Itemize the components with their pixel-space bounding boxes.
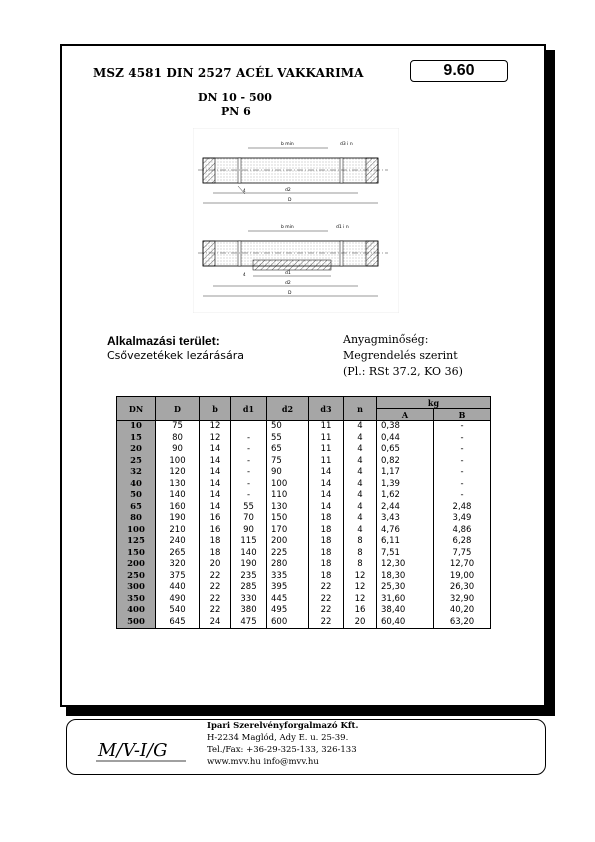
table-cell: 65 <box>267 444 309 456</box>
table-cell: 4 <box>344 421 377 433</box>
table-cell: 90 <box>231 525 267 537</box>
col-header-kg: kg <box>377 397 491 409</box>
table-cell: 380 <box>231 605 267 617</box>
table-cell: 2,48 <box>434 502 491 514</box>
table-cell: 140 <box>156 490 200 502</box>
table-cell: 330 <box>231 594 267 606</box>
table-cell: 7,51 <box>377 548 434 560</box>
table-cell: 375 <box>156 571 200 583</box>
table-cell: 210 <box>156 525 200 537</box>
table-cell: 50 <box>267 421 309 433</box>
table-cell: 18 <box>309 548 344 560</box>
table-cell: 600 <box>267 617 309 629</box>
footer-company: Ipari Szerelvényforgalmazó Kft. <box>207 721 359 731</box>
cell-dn: 350 <box>117 594 156 606</box>
table-cell: 4 <box>344 525 377 537</box>
table-cell: 18 <box>200 548 231 560</box>
table-cell: 75 <box>267 456 309 468</box>
footer-rule <box>68 714 543 716</box>
table-cell: 190 <box>231 559 267 571</box>
table-cell: 24 <box>200 617 231 629</box>
table-cell: 4 <box>344 433 377 445</box>
table-cell: 4,86 <box>434 525 491 537</box>
table-cell: 190 <box>156 513 200 525</box>
angle-label-bottom: 4 <box>243 272 246 277</box>
table-cell: 4 <box>344 502 377 514</box>
table-cell: 100 <box>156 456 200 468</box>
table-cell: 4 <box>344 456 377 468</box>
table-cell: 38,40 <box>377 605 434 617</box>
table-cell: - <box>231 467 267 479</box>
logo-text: M/V-I/G <box>98 740 168 761</box>
table-row <box>117 582 491 594</box>
table-cell: 100 <box>267 479 309 491</box>
table-cell: 6,28 <box>434 536 491 548</box>
table-cell: 200 <box>267 536 309 548</box>
company-logo <box>96 734 188 766</box>
table-cell: 63,20 <box>434 617 491 629</box>
D-dimension-label-bottom: D <box>288 291 292 296</box>
table-row <box>117 617 491 629</box>
cell-dn: 50 <box>117 490 156 502</box>
table-cell: 285 <box>231 582 267 594</box>
col-header-kg-b: B <box>434 409 491 421</box>
table-cell: - <box>434 467 491 479</box>
table-cell: 4 <box>344 490 377 502</box>
table-cell: 3,49 <box>434 513 491 525</box>
dimension-table <box>116 396 491 629</box>
table-cell: 11 <box>309 421 344 433</box>
table-cell: 16 <box>200 525 231 537</box>
table-cell: - <box>434 490 491 502</box>
table-cell: 20 <box>200 559 231 571</box>
table-cell: - <box>231 490 267 502</box>
table-cell: 280 <box>267 559 309 571</box>
table-cell: 25,30 <box>377 582 434 594</box>
table-cell: - <box>434 479 491 491</box>
table-cell: - <box>231 479 267 491</box>
cell-dn: 250 <box>117 571 156 583</box>
page-title: MSZ 4581 DIN 2527 ACÉL VAKKARIMA <box>93 66 364 80</box>
footer-phone: Tel./Fax: +36-29-325-133, 326-133 <box>207 745 357 755</box>
table-row <box>117 433 491 445</box>
table-cell: 335 <box>267 571 309 583</box>
table-row <box>117 479 491 491</box>
table-cell: 395 <box>267 582 309 594</box>
table-cell: 90 <box>156 444 200 456</box>
table-cell: 120 <box>156 467 200 479</box>
footer-address: H-2234 Maglód, Ady E. u. 25-39. <box>207 733 349 743</box>
table-cell: 0,82 <box>377 456 434 468</box>
catalog-code-box <box>410 60 508 82</box>
cell-dn: 150 <box>117 548 156 560</box>
cell-dn: 300 <box>117 582 156 594</box>
table-cell: 445 <box>267 594 309 606</box>
table-cell: 4 <box>344 467 377 479</box>
angle-label: 4 <box>243 188 246 193</box>
material-heading: Anyagminőség: <box>343 333 429 346</box>
d2-dimension-label: d2 <box>285 188 291 193</box>
d1-inner-label-bottom: d1 <box>285 271 291 276</box>
table-cell: 22 <box>309 582 344 594</box>
table-cell: 12,70 <box>434 559 491 571</box>
catalog-code: 9.60 <box>443 62 475 79</box>
table-cell: 80 <box>156 433 200 445</box>
table-cell <box>231 421 267 433</box>
table-cell: 70 <box>231 513 267 525</box>
table-cell: 240 <box>156 536 200 548</box>
table-cell: 12,30 <box>377 559 434 571</box>
table-cell: 4 <box>344 444 377 456</box>
table-cell: 3,43 <box>377 513 434 525</box>
d2-dimension-label-bottom: d2 <box>285 281 291 286</box>
table-cell: 140 <box>231 548 267 560</box>
table-cell: 12 <box>344 594 377 606</box>
table-cell: 20 <box>344 617 377 629</box>
table-cell: 14 <box>200 490 231 502</box>
table-cell: 26,30 <box>434 582 491 594</box>
table-cell: 475 <box>231 617 267 629</box>
table-cell: 11 <box>309 444 344 456</box>
table-cell: 1,62 <box>377 490 434 502</box>
table-cell: 160 <box>156 502 200 514</box>
table-cell: 1,17 <box>377 467 434 479</box>
table-cell: 8 <box>344 536 377 548</box>
D-dimension-label: D <box>288 198 292 203</box>
table-cell: 18 <box>309 559 344 571</box>
cell-dn: 10 <box>117 421 156 433</box>
table-row <box>117 502 491 514</box>
table-cell: 645 <box>156 617 200 629</box>
table-cell: 14 <box>309 467 344 479</box>
table-cell: 31,60 <box>377 594 434 606</box>
table-cell: 320 <box>156 559 200 571</box>
table-cell: 14 <box>200 467 231 479</box>
table-cell: 265 <box>156 548 200 560</box>
table-row <box>117 548 491 560</box>
table-cell: 18,30 <box>377 571 434 583</box>
table-cell: 14 <box>200 444 231 456</box>
table-row <box>117 444 491 456</box>
table-cell: 490 <box>156 594 200 606</box>
d1-dimension-label-bottom: d1 i n <box>336 225 349 230</box>
table-cell: 14 <box>200 456 231 468</box>
table-cell: 115 <box>231 536 267 548</box>
table-cell: 2,44 <box>377 502 434 514</box>
table-row <box>117 594 491 606</box>
cell-dn: 400 <box>117 605 156 617</box>
table-cell: 18 <box>309 536 344 548</box>
application-text: Csővezetékek lezárására <box>107 349 244 362</box>
table-cell: 14 <box>309 490 344 502</box>
material-line-1: Megrendelés szerint <box>343 349 458 362</box>
table-cell: 18 <box>309 513 344 525</box>
table-cell: 130 <box>267 502 309 514</box>
table-row <box>117 456 491 468</box>
table-row <box>117 536 491 548</box>
table-cell: 19,00 <box>434 571 491 583</box>
table-cell: 12 <box>200 421 231 433</box>
table-cell: 14 <box>200 502 231 514</box>
table-cell: 11 <box>309 456 344 468</box>
footer-web: www.mvv.hu info@mvv.hu <box>207 757 319 767</box>
material-line-2: (Pl.: RSt 37.2, KO 36) <box>343 365 463 378</box>
table-cell: 12 <box>200 433 231 445</box>
d3-dimension-label: d3 i n <box>340 142 353 147</box>
table-cell: 225 <box>267 548 309 560</box>
table-cell: 8 <box>344 559 377 571</box>
table-cell: - <box>434 433 491 445</box>
col-header-d3: d3 <box>309 397 344 421</box>
table-row <box>117 513 491 525</box>
table-row <box>117 467 491 479</box>
table-row <box>117 490 491 502</box>
table-cell: 6,11 <box>377 536 434 548</box>
table-cell: 60,40 <box>377 617 434 629</box>
pn-rating: PN 6 <box>221 105 251 118</box>
cell-dn: 500 <box>117 617 156 629</box>
col-header-n: n <box>344 397 377 421</box>
table-cell: 22 <box>309 594 344 606</box>
col-header-d1: d1 <box>231 397 267 421</box>
cell-dn: 80 <box>117 513 156 525</box>
table-cell: 540 <box>156 605 200 617</box>
table-cell: - <box>231 433 267 445</box>
col-header-kg-a: A <box>377 409 434 421</box>
b-dimension-label-bottom: b min <box>281 225 294 230</box>
table-cell: 110 <box>267 490 309 502</box>
table-cell: 8 <box>344 548 377 560</box>
table-cell: 1,39 <box>377 479 434 491</box>
table-cell: 7,75 <box>434 548 491 560</box>
cell-dn: 65 <box>117 502 156 514</box>
table-cell: - <box>434 421 491 433</box>
table-cell: 150 <box>267 513 309 525</box>
table-cell: 16 <box>200 513 231 525</box>
table-cell: 0,65 <box>377 444 434 456</box>
table-cell: - <box>231 444 267 456</box>
col-header-dn: DN <box>117 397 156 421</box>
table-cell: 22 <box>309 605 344 617</box>
table-cell: 130 <box>156 479 200 491</box>
table-cell: 55 <box>231 502 267 514</box>
table-cell: - <box>231 456 267 468</box>
table-cell: 90 <box>267 467 309 479</box>
flange-drawing <box>193 128 399 313</box>
cell-dn: 15 <box>117 433 156 445</box>
col-header-d2: d2 <box>267 397 309 421</box>
table-cell: 40,20 <box>434 605 491 617</box>
table-cell: 18 <box>309 525 344 537</box>
table-cell: 75 <box>156 421 200 433</box>
cell-dn: 32 <box>117 467 156 479</box>
cell-dn: 20 <box>117 444 156 456</box>
table-cell: 14 <box>200 479 231 491</box>
table-row <box>117 421 491 433</box>
table-cell: 55 <box>267 433 309 445</box>
table-cell: 22 <box>200 594 231 606</box>
cell-dn: 25 <box>117 456 156 468</box>
table-cell: - <box>434 456 491 468</box>
table-cell: - <box>434 444 491 456</box>
table-row <box>117 559 491 571</box>
table-row <box>117 571 491 583</box>
table-cell: 14 <box>309 479 344 491</box>
table-cell: 22 <box>200 605 231 617</box>
cell-dn: 200 <box>117 559 156 571</box>
table-cell: 14 <box>309 502 344 514</box>
table-row <box>117 525 491 537</box>
table-cell: 12 <box>344 582 377 594</box>
table-cell: 18 <box>309 571 344 583</box>
b-dimension-label: b min <box>281 142 294 147</box>
col-header-D: D <box>156 397 200 421</box>
cell-dn: 40 <box>117 479 156 491</box>
table-cell: 0,44 <box>377 433 434 445</box>
table-cell: 440 <box>156 582 200 594</box>
table-cell: 495 <box>267 605 309 617</box>
cell-dn: 100 <box>117 525 156 537</box>
table-cell: 4 <box>344 479 377 491</box>
application-heading: Alkalmazási terület: <box>107 334 220 348</box>
table-cell: 22 <box>200 571 231 583</box>
table-cell: 170 <box>267 525 309 537</box>
table-cell: 16 <box>344 605 377 617</box>
table-cell: 11 <box>309 433 344 445</box>
table-cell: 12 <box>344 571 377 583</box>
table-cell: 0,38 <box>377 421 434 433</box>
table-row <box>117 605 491 617</box>
table-cell: 22 <box>309 617 344 629</box>
table-cell: 4,76 <box>377 525 434 537</box>
table-cell: 18 <box>200 536 231 548</box>
cell-dn: 125 <box>117 536 156 548</box>
dn-range: DN 10 - 500 <box>198 91 272 104</box>
table-cell: 32,90 <box>434 594 491 606</box>
table-cell: 235 <box>231 571 267 583</box>
table-header-row <box>117 397 491 409</box>
table-cell: 4 <box>344 513 377 525</box>
col-header-b: b <box>200 397 231 421</box>
table-cell: 22 <box>200 582 231 594</box>
